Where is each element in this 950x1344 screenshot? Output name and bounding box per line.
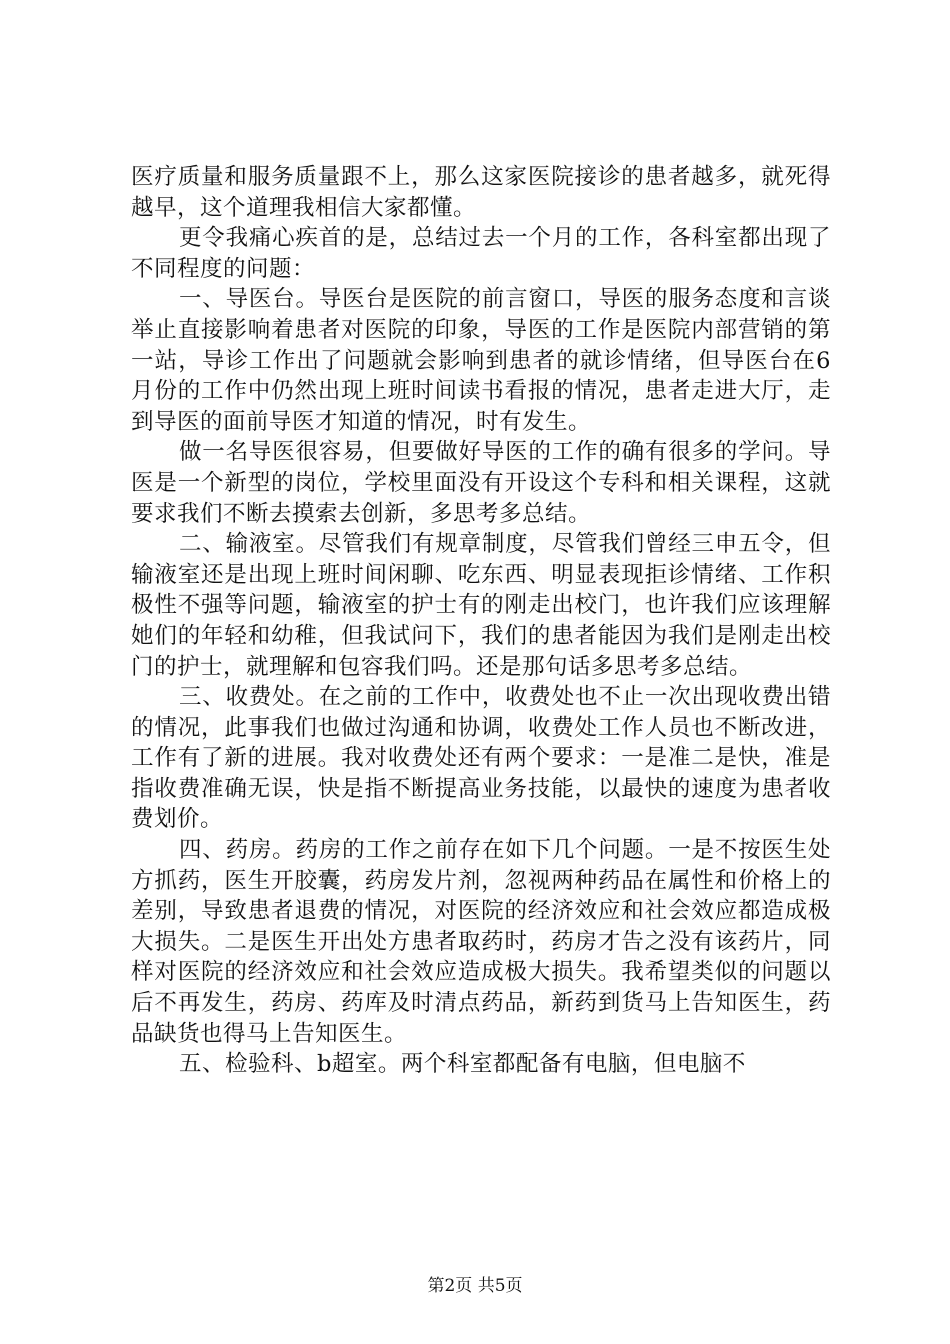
paragraph-7: 四、药房。药房的工作之前存在如下几个问题。一是不按医生处方抓药，医生开胶囊，药房发片剂，忽视两种药品在属性和价格上的差别，导致患者退费的情况，对医院的经济效应和社会效应都造成极大损失。二是医生开出处方患者取药时，药房才告之没有该药片，同样对医院的经济效应和社会效应造成极大损失。我希望类似的问题以后不再发生，药房、药库及时清点药品，新药到货马上告知医生，药品缺货也得马上告知医生。 — [131, 837, 831, 1047]
document-body — [131, 162, 831, 1080]
paragraph-6: 三、收费处。在之前的工作中，收费处也不止一次出现收费出错的情况，此事我们也做过沟通和协调，收费处工作人员也不断改进，工作有了新的进展。我对收费处还有两个要求：一是准二是快，准是指收费准确无误，快是指不断提高业务技能，以最快的速度为患者收费划价。 — [131, 684, 831, 833]
page-footer: 第2页 共5页 — [427, 1276, 523, 1296]
paragraph-3: 一、导医台。导医台是医院的前言窗口，导医的服务态度和言谈举止直接影响着患者对医院的印象，导医的工作是医院内部营销的第一站，导诊工作出了问题就会影响到患者的就诊情绪，但导医台在6月份的工作中仍然出现上班时间读书看报的情况，患者走进大厅，走到导医的面前导医才知道的情况，时有发生。 — [131, 286, 831, 435]
paragraph-5: 二、输液室。尽管我们有规章制度，尽管我们曾经三申五令，但输液室还是出现上班时间闲聊、吃东西、明显表现拒诊情绪、工作积极性不强等问题，输液室的护士有的刚走出校门，也许我们应该理解她们的年轻和幼稚，但我试问下，我们的患者能因为我们是刚走出校门的护士，就理解和包容我们吗。还是那句话多思考多总结。 — [131, 531, 831, 680]
paragraph-4: 做一名导医很容易，但要做好导医的工作的确有很多的学问。导医是一个新型的岗位，学校里面没有开设这个专科和相关课程，这就要求我们不断去摸索去创新，多思考多总结。 — [131, 439, 831, 527]
paragraph-8: 五、检验科、b超室。两个科室都配备有电脑，但电脑不 — [179, 1051, 746, 1078]
paragraph-2: 更令我痛心疾首的是，总结过去一个月的工作，各科室都出现了不同程度的问题： — [131, 225, 831, 282]
paragraph-1: 医疗质量和服务质量跟不上，那么这家医院接诊的患者越多，就死得越早，这个道理我相信大家都懂。 — [131, 164, 831, 221]
